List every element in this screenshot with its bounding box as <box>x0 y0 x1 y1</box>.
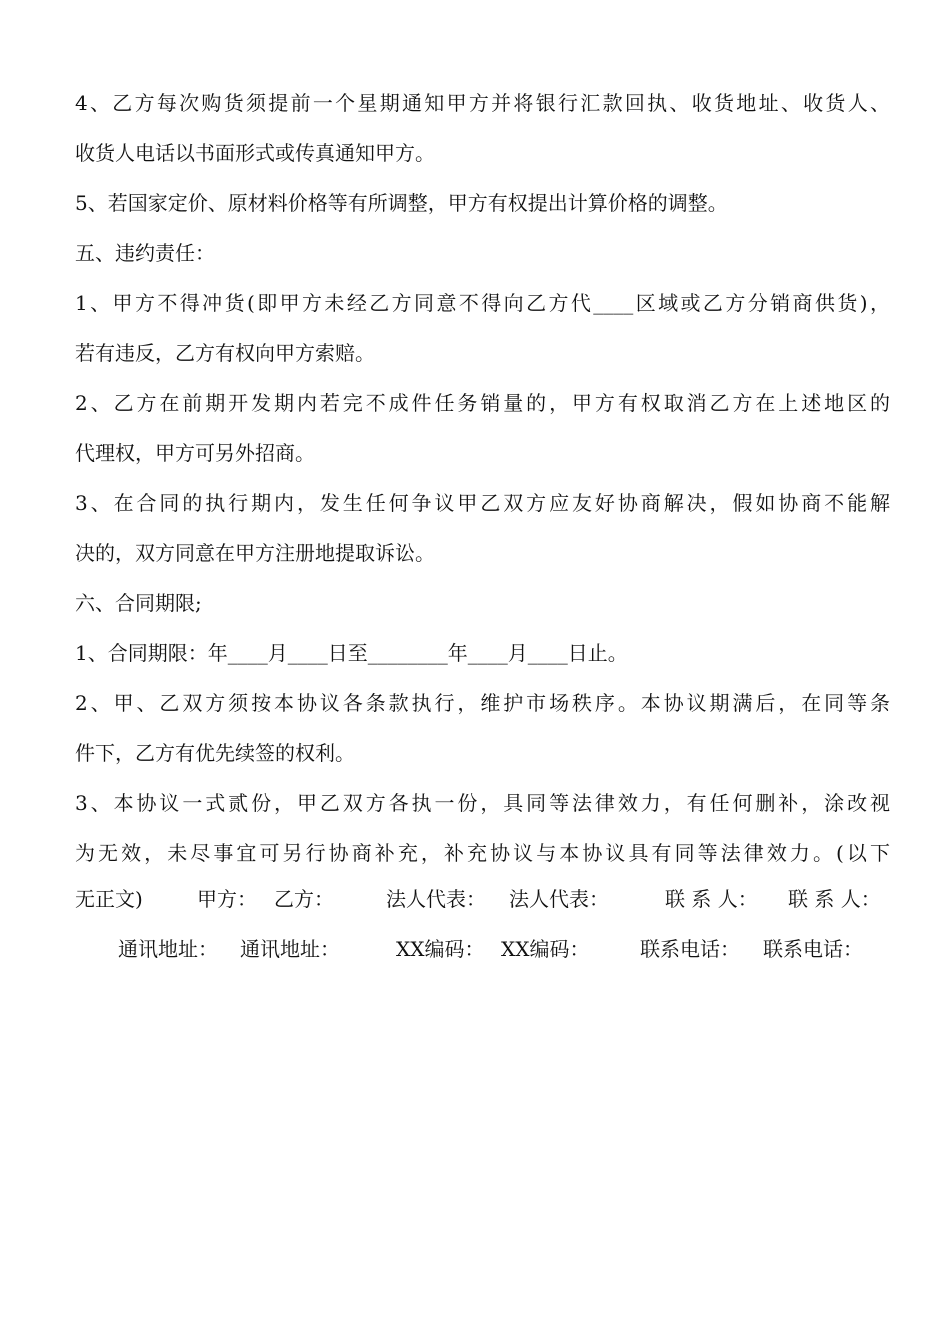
section-6-heading: 六、合同期限; <box>75 591 202 615</box>
contact-a-label: 联 系 人： <box>665 887 758 911</box>
liability-3-line-1: 3、在合同的执行期内，发生任何争议甲乙双方应友好协商解决，假如协商不能解 <box>75 491 890 515</box>
contact-b-label: 联 系 人： <box>788 887 881 911</box>
address-a-label: 通讯地址： <box>118 937 218 961</box>
code-b-label: XX编码： <box>501 937 590 961</box>
term-2-line-1: 2、甲、乙双方须按本协议各条款执行，维护市场秩序。本协议期满后，在同等条 <box>75 691 890 715</box>
section-5-heading: 五、违约责任： <box>75 241 215 265</box>
clause-4-line-2: 收货人电话以书面形式或传真通知甲方。 <box>75 141 435 165</box>
phone-b-label: 联系电话： <box>763 937 863 961</box>
liability-2-line-2: 代理权，甲方可另外招商。 <box>75 441 315 465</box>
legal-rep-b-label: 法人代表： <box>509 887 609 911</box>
liability-1-line-1: 1、甲方不得冲货(即甲方未经乙方同意不得向乙方代____区域或乙方分销商供货)， <box>75 291 890 315</box>
liability-2-line-1: 2、乙方在前期开发期内若完不成件任务销量的，甲方有权取消乙方在上述地区的 <box>75 391 890 415</box>
term-3-line-2: 为无效，未尽事宜可另行协商补充，补充协议与本协议具有同等法律效力。(以下 <box>75 841 890 865</box>
term-1: 1、合同期限：年____月____日至________年____月____日止。 <box>75 641 628 665</box>
phone-a-label: 联系电话： <box>640 937 740 961</box>
clause-4-line-1: 4、乙方每次购货须提前一个星期通知甲方并将银行汇款回执、收货地址、收货人、 <box>75 91 890 115</box>
liability-1-line-2: 若有违反，乙方有权向甲方索赔。 <box>75 341 375 365</box>
clause-5: 5、若国家定价、原材料价格等有所调整，甲方有权提出计算价格的调整。 <box>75 191 728 215</box>
term-3-line-1: 3、本协议一式贰份，甲乙双方各执一份，具同等法律效力，有任何删补，涂改视 <box>75 791 890 815</box>
party-a-label: 甲方： <box>197 887 257 911</box>
closing-text: 无正文) <box>75 887 143 911</box>
liability-3-line-2: 决的，双方同意在甲方注册地提取诉讼。 <box>75 541 435 565</box>
code-a-label: XX编码： <box>396 937 485 961</box>
address-b-label: 通讯地址： <box>240 937 340 961</box>
term-2-line-2: 件下，乙方有优先续签的权利。 <box>75 741 355 765</box>
legal-rep-a-label: 法人代表： <box>386 887 486 911</box>
party-b-label: 乙方： <box>274 887 334 911</box>
